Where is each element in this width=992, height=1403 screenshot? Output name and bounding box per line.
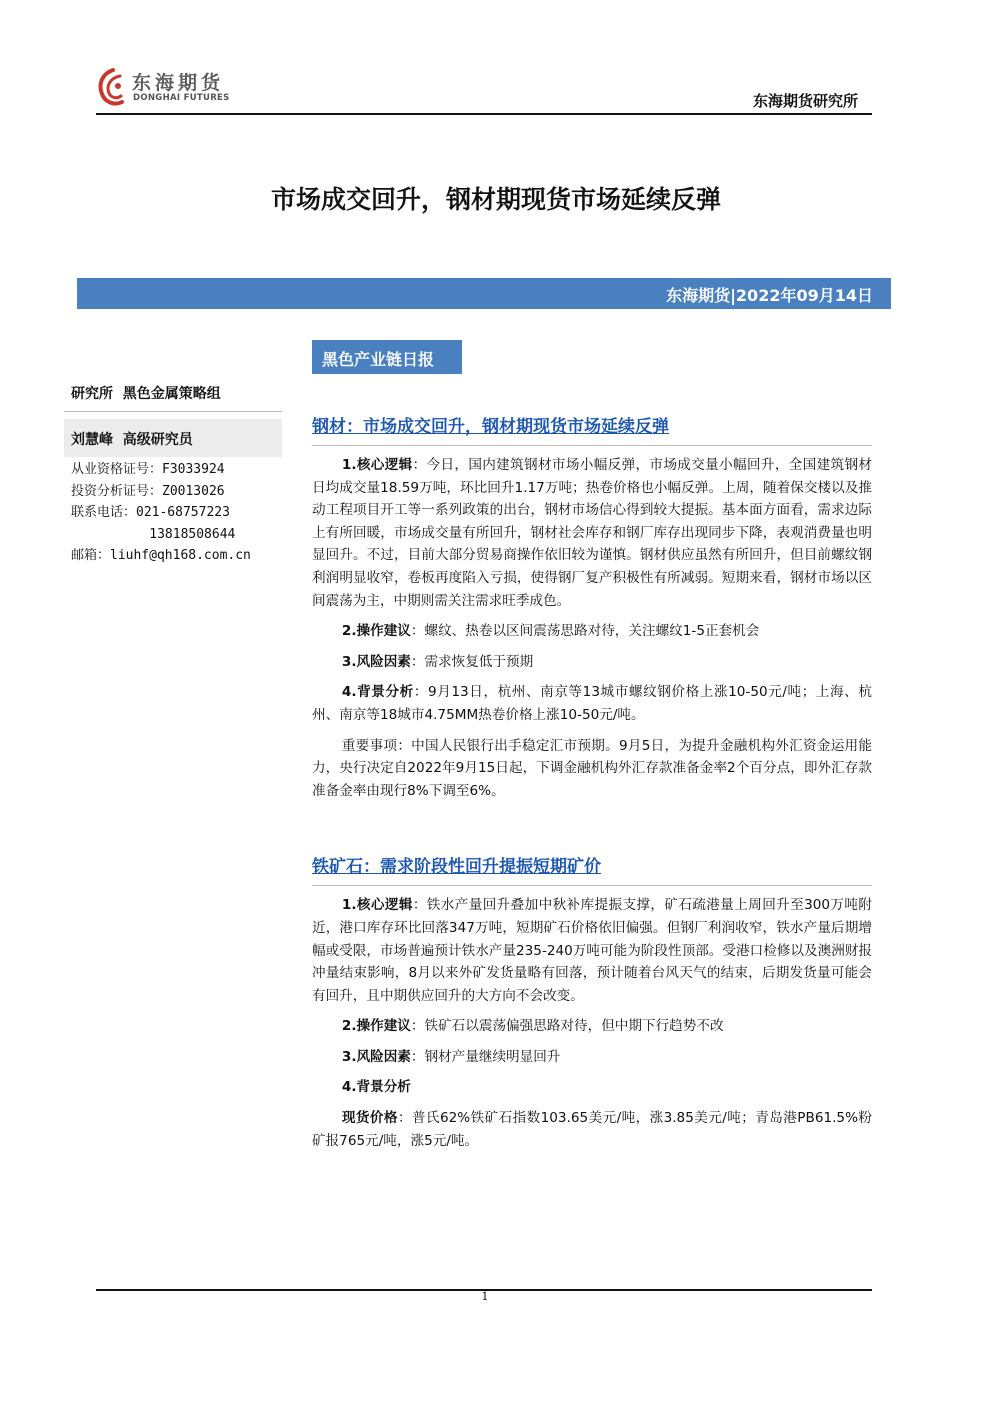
ore-suggestion-text: ：铁矿石以震荡偏强思路对待，但中期下行趋势不改: [410, 1018, 724, 1035]
page-number: 1: [481, 1290, 489, 1303]
sidebar-divider: [64, 411, 282, 412]
mobile-number: 13818508644: [71, 526, 236, 542]
steel-heading[interactable]: 钢材：市场成交回升，钢材期现货市场延续反弹: [312, 412, 872, 446]
date-banner: [77, 278, 891, 309]
email-address[interactable]: 邮箱：liuhf@qh168.com.cn: [71, 548, 251, 563]
report-title: 市场成交回升，钢材期现货市场延续反弹: [270, 185, 721, 214]
section-tag-label: 黑色产业链日报: [322, 350, 435, 369]
steel-background-text: ：9月13日，杭州、南京等13城市螺纹钢价格上涨10-50元/吨；上海、杭州、南京等18城市4.75MM热卷价格上涨10-50元/吨。: [312, 684, 872, 723]
investment-number: 投资分析证号：Z0013026: [71, 483, 225, 499]
ore-core-logic-label: 1.核心逻辑: [341, 897, 413, 914]
ore-background: [312, 1076, 872, 1099]
analyst-contact: [71, 459, 251, 567]
ore-spot-price-text: ：普氏62%铁矿石指数103.65美元/吨，涨3.85美元/吨；青岛港PB61.5%粉矿报765元/吨，涨5元/吨。: [312, 1110, 873, 1149]
steel-risk: [312, 651, 872, 674]
ore-heading[interactable]: 铁矿石：需求阶段性回升提振短期矿价: [312, 852, 872, 886]
steel-risk-label: 3.风险因素: [341, 653, 411, 670]
steel-background-label: 4.背景分析: [341, 684, 414, 701]
steel-important-event: 重要事项：中国人民银行出手稳定汇市预期。9月5日，为提升金融机构外汇资金运用能力，央行决定自2022年9月15日起，下调金融机构外汇存款准备金率2个百分点，即外汇存款准备金率由现行8%下调至6%。: [312, 737, 872, 799]
institute-name: 东海期货研究所: [752, 92, 858, 110]
steel-background: [312, 681, 872, 726]
ore-core-logic-text: ：铁水产量回升叠加中秋补库提振支撑，矿石疏港量上周回升至300万吨附近，港口库存环比回落347万吨，短期矿石价格依旧偏强。但钢厂利润收窄，铁水产量后期增幅或受限，市场普遍预计铁水产量235-240万吨可能为阶段性顶部。受港口检修以及澳洲财报冲量结束影响，8月以来外矿发货量略有回落，预计随着台风天气的结束，后期发货量可能会有回升，且中期供应回升的大方向不会改变。: [312, 897, 872, 1004]
header-divider: [96, 113, 872, 115]
steel-suggestion-label: 2.操作建议: [341, 623, 411, 640]
steel-risk-text: ：需求恢复低于预期: [410, 653, 534, 670]
article-body: [312, 412, 872, 1152]
steel-suggestion: [312, 620, 872, 643]
phone-number: 联系电话：021-68757223: [71, 505, 230, 520]
ore-spot-price: [312, 1107, 872, 1152]
ore-core-logic: [312, 894, 872, 1007]
logo-emblem-icon: [96, 66, 130, 110]
date-banner-text: 东海期货|2022年09月14日: [666, 286, 873, 305]
logo-text-en: DONGHAI FUTURES: [133, 93, 230, 103]
steel-core-logic-label: 1.核心逻辑: [341, 457, 413, 473]
company-logo: [96, 66, 236, 112]
ore-suggestion: [312, 1015, 872, 1038]
ore-risk-text: ：钢材产量继续明显回升: [410, 1048, 561, 1065]
ore-risk-label: 3.风险因素: [341, 1048, 411, 1065]
sidebar-department: 研究所 黑色金属策略组: [71, 386, 221, 402]
ore-spot-price-label: 现货价格: [341, 1110, 398, 1127]
ore-risk: [312, 1046, 872, 1069]
ore-background-label: 4.背景分析: [341, 1079, 411, 1096]
steel-suggestion-text: ：螺纹、热卷以区间震荡思路对待，关注螺纹1-5正套机会: [410, 623, 760, 640]
section-tag: [312, 340, 462, 374]
analyst-name: 刘慧峰 高级研究员: [71, 432, 193, 448]
logo-text-cn: 东海期货: [132, 72, 225, 94]
steel-core-logic-text: ：今日，国内建筑钢材市场小幅反弹，市场成交量小幅回升，全国建筑钢材日均成交量18.59万吨，环比回升1.17万吨；热卷价格也小幅反弹。上周，随着保交楼以及推动工程项目开工等一系列政策的出台，钢材市场信心得到较大提振。基本面方面看，需求边际上有所回暖，市场成交量有所回升，钢材社会库存和钢厂库存出现同步下降，表观消费量也明显回升。不过，目前大部分贸易商操作依旧较为谨慎。钢材供应虽然有所回升，但目前螺纹钢利润明显收窄，卷板再度陷入亏损，使得钢厂复产积极性有所减弱。短期来看，钢材市场以区间震荡为主，中期则需关注需求旺季成色。: [312, 457, 872, 609]
ore-suggestion-label: 2.操作建议: [341, 1018, 411, 1035]
qualification-number: 从业资格证号：F3033924: [71, 462, 225, 477]
steel-core-logic: [312, 454, 872, 612]
